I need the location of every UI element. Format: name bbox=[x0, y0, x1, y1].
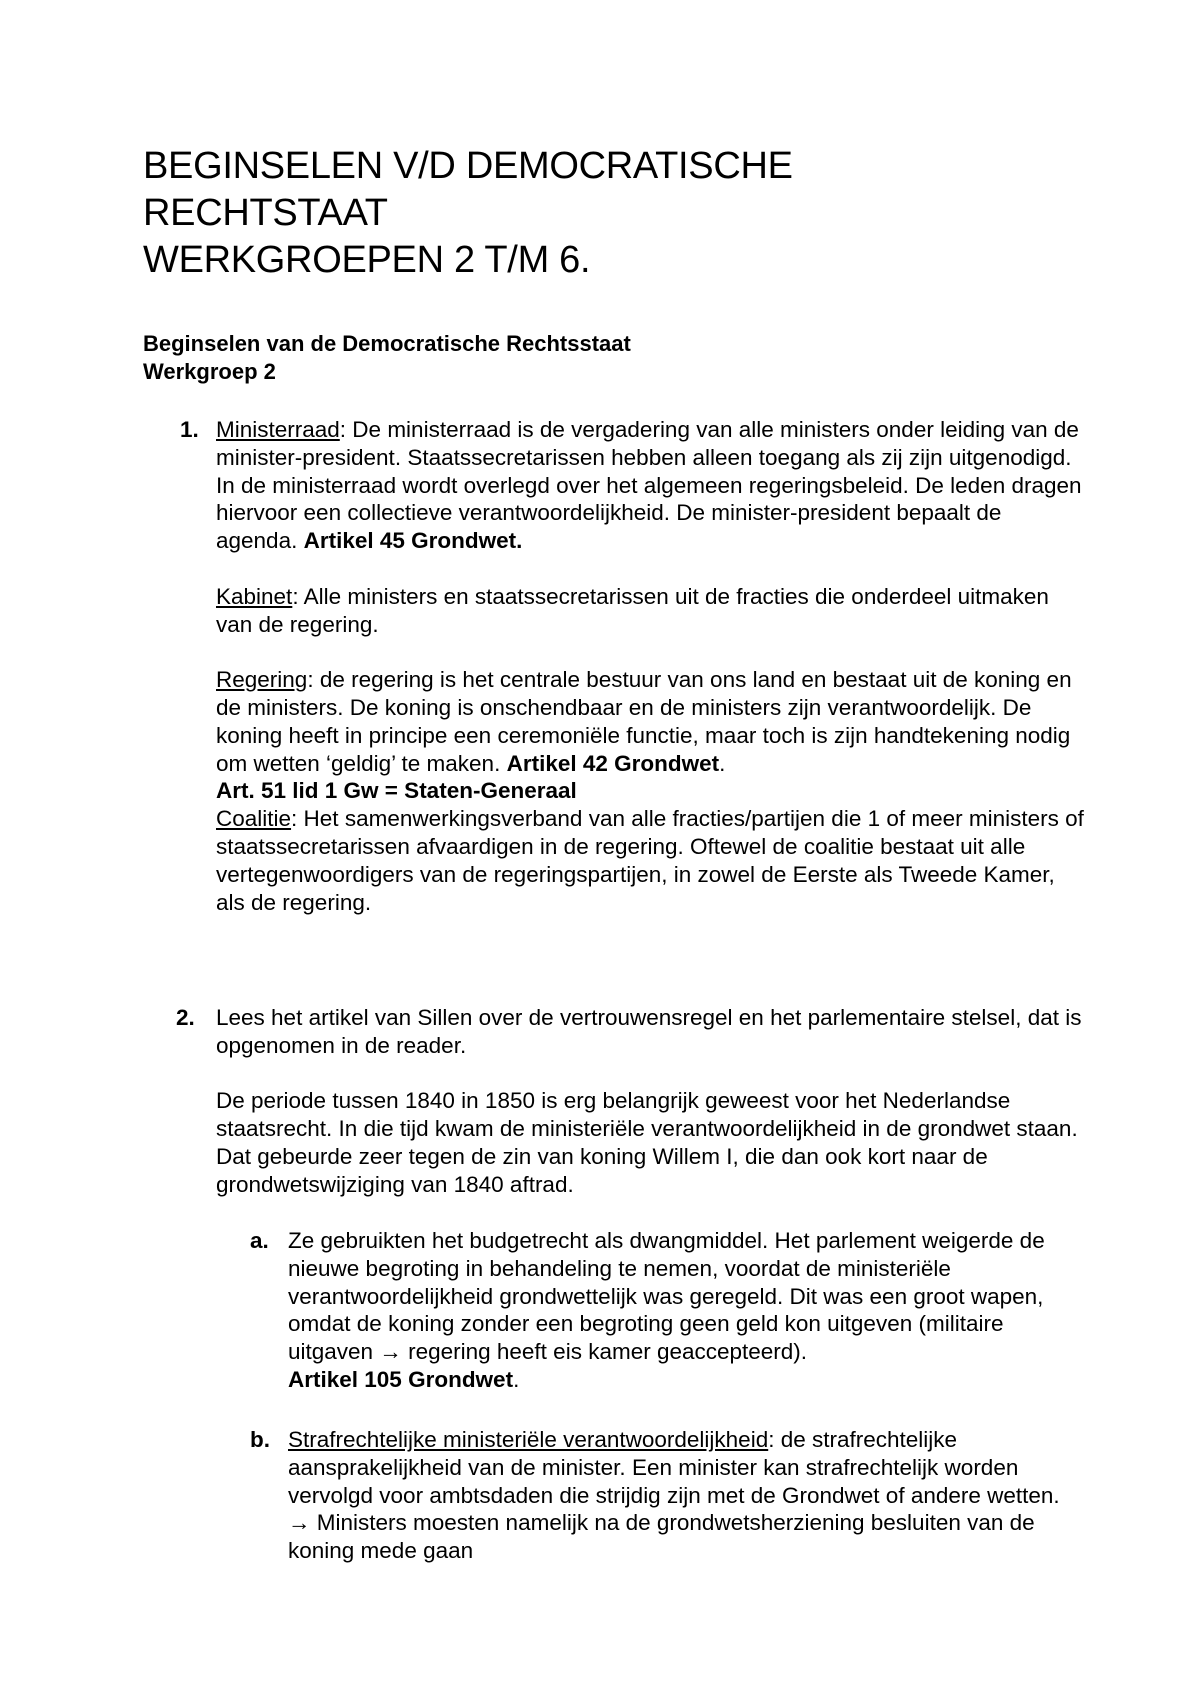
arrow-right-icon: → bbox=[379, 1339, 402, 1365]
art51-line: Art. 51 lid 1 Gw = Staten-Generaal bbox=[216, 778, 577, 804]
sub-letter-a: a. bbox=[250, 1228, 269, 1253]
question-text: Lees het artikel van Sillen over de vertrouwensregel en het parlementaire stelsel, dat is opgenomen in de reader. bbox=[216, 1005, 1082, 1058]
budgetrecht-end: . bbox=[513, 1366, 520, 1392]
ministerraad-reference: Artikel 45 Grondwet. bbox=[303, 528, 523, 554]
history-paragraph: De periode tussen 1840 in 1850 is erg belangrijk geweest voor het Nederlandse staatsrecht. In die tijd kwam de ministeriële verantwoordelijkheid in de grondwet staan. Dat gebeurde zeer tegen de zin van koning Willem I, die dan ook kort naar de grondwetswijziging van 1840 aftrad. bbox=[216, 1088, 1078, 1197]
coalitie-text: : Het samenwerkingsverband van alle fracties/partijen die 1 of meer ministers of staatssecretarissen afvaardigen in de regering. Oftewel de coalitie bestaat uit alle vertegenwoordigers van de regeringspartijen, in zowel de Eerste als Tweede Kamer, als de regering. bbox=[216, 806, 1084, 915]
list-item-2 bbox=[216, 1004, 1086, 1199]
section-heading-line-2: Werkgroep 2 bbox=[143, 359, 276, 384]
term-strafrechtelijke-verantwoordelijkheid: Strafrechtelijke ministeriële verantwoordelijkheid bbox=[288, 1427, 769, 1452]
sub-item-b-text bbox=[288, 1426, 1068, 1565]
title-line-2: RECHTSTAAT bbox=[143, 192, 388, 234]
budgetrecht-text: Ze gebruikten het budgetrecht als dwangmiddel. Het parlement weigerde de nieuwe begroting in behandeling te nemen, voordat de ministeriële verantwoordelijkheid grondwettelijk was geregeld. Dit was een groot wapen, omdat de koning zonder een begroting geen geld kon uitgeven (militaire uitgaven bbox=[288, 1228, 1045, 1365]
sub-item-a-text bbox=[288, 1227, 1068, 1394]
strafrecht-text: : de strafrechtelijke aansprakelijkheid van de minister. Een minister kan strafrechtelijk worden vervolgd voor ambtsdaden die strijdig zijn met de Grondwet of andere wetten. bbox=[288, 1427, 1060, 1508]
list-number-1: 1. bbox=[180, 417, 199, 442]
ministerraad-text: : De ministerraad is de vergadering van alle ministers onder leiding van de minister-president. Staatssecretarissen hebben alleen toegang als zij zijn uitgenodigd. In de ministerraad wordt overlegd over het algemeen regeringsbeleid. De leden dragen hiervoor een collectieve verantwoordelijkheid. De minister-president bepaalt de agenda. bbox=[216, 417, 1082, 554]
regering-text: : de regering is het centrale bestuur van ons land en bestaat uit de koning en de ministers. De koning is onschendbaar en de ministers zijn verantwoordelijk. De koning heeft in principe een ceremoniële functie, maar toch is zijn handtekening nodig om wetten ‘geldig’ te maken. bbox=[216, 667, 1072, 776]
term-kabinet: Kabinet bbox=[216, 583, 293, 609]
budgetrecht-reference: Artikel 105 Grondwet bbox=[288, 1366, 514, 1392]
term-ministerraad: Ministerraad bbox=[216, 417, 340, 442]
title-line-1: BEGINSELEN V/D DEMOCRATISCHE bbox=[143, 145, 793, 187]
regering-paragraph bbox=[216, 666, 1086, 777]
sub-item-a bbox=[288, 1227, 1068, 1394]
ministerraad-paragraph bbox=[216, 416, 1086, 555]
title-line-3: WERKGROEPEN 2 T/M 6. bbox=[143, 239, 591, 281]
regering-reference: Artikel 42 Grondwet bbox=[506, 750, 720, 776]
document-title bbox=[143, 143, 1103, 284]
sub-item-b bbox=[288, 1426, 1068, 1565]
kabinet-text: : Alle ministers en staatssecretarissen uit de fracties die onderdeel uitmaken van de regering. bbox=[216, 583, 1049, 637]
sub-letter-b: b. bbox=[250, 1427, 270, 1452]
budgetrecht-text-2: regering heeft eis kamer geaccepteerd). bbox=[401, 1339, 808, 1365]
list-number-2: 2. bbox=[176, 1005, 195, 1030]
coalitie-paragraph bbox=[216, 805, 1086, 916]
section-heading-line-1: Beginselen van de Democratische Rechtsstaat bbox=[143, 331, 631, 356]
kabinet-paragraph bbox=[216, 583, 1086, 639]
list-item-1 bbox=[216, 416, 1086, 916]
section-heading bbox=[143, 330, 631, 386]
arrow-right-icon: → bbox=[288, 1510, 311, 1536]
regering-end: . bbox=[719, 750, 726, 776]
term-regering: Regering bbox=[216, 667, 308, 693]
strafrecht-text-2: Ministers moesten namelijk na de grondwetsherziening besluiten van de koning mede gaan bbox=[288, 1510, 1035, 1564]
term-coalitie: Coalitie bbox=[216, 806, 292, 832]
